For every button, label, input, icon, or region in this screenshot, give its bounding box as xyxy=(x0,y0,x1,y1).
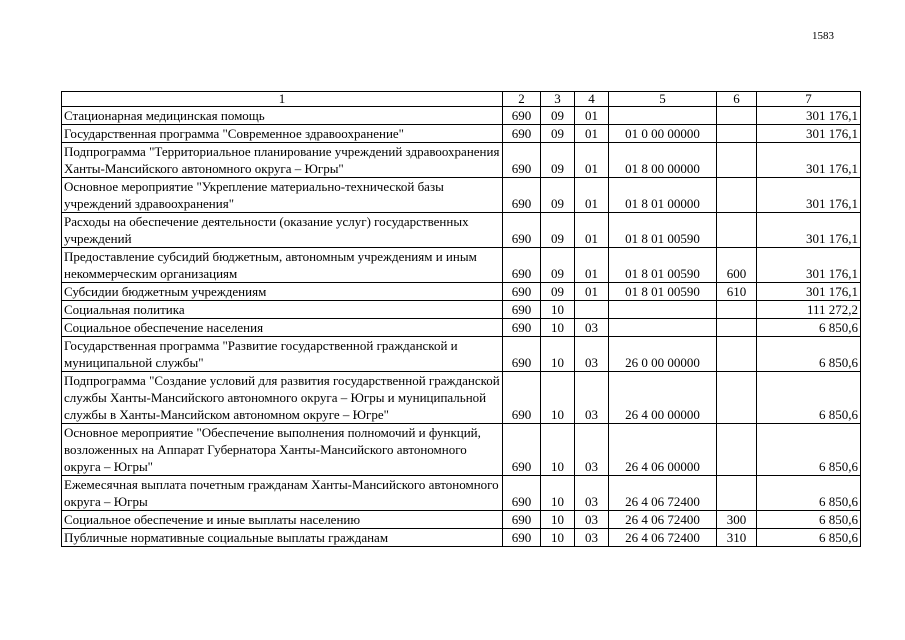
row-ministry-code: 690 xyxy=(503,143,541,178)
row-section-code: 10 xyxy=(541,319,575,337)
row-subsection-code: 01 xyxy=(575,107,609,125)
table-row xyxy=(62,319,861,337)
table-row xyxy=(62,337,861,372)
row-subsection-code: 01 xyxy=(575,213,609,248)
row-ministry-code: 690 xyxy=(503,107,541,125)
row-subsection-code: 01 xyxy=(575,178,609,213)
row-subsection-code: 03 xyxy=(575,337,609,372)
row-section-code: 10 xyxy=(541,337,575,372)
row-expense-type xyxy=(717,125,757,143)
row-subsection-code: 03 xyxy=(575,476,609,511)
row-expense-type xyxy=(717,301,757,319)
table-row xyxy=(62,283,861,301)
header-cell: 5 xyxy=(609,92,717,107)
row-target-article: 26 4 06 72400 xyxy=(609,476,717,511)
table-row xyxy=(62,248,861,283)
row-ministry-code: 690 xyxy=(503,213,541,248)
row-section-code: 09 xyxy=(541,178,575,213)
table-row xyxy=(62,107,861,125)
header-cell: 1 xyxy=(62,92,503,107)
row-expense-type xyxy=(717,107,757,125)
row-expense-type xyxy=(717,178,757,213)
row-amount: 6 850,6 xyxy=(757,511,861,529)
row-name: Государственная программа "Развитие государственной гражданской и муниципальной службы" xyxy=(62,337,503,372)
row-target-article: 26 4 06 72400 xyxy=(609,511,717,529)
row-section-code: 10 xyxy=(541,301,575,319)
row-name: Субсидии бюджетным учреждениям xyxy=(62,283,503,301)
row-target-article: 26 0 00 00000 xyxy=(609,337,717,372)
row-ministry-code: 690 xyxy=(503,529,541,547)
row-ministry-code: 690 xyxy=(503,301,541,319)
header-cell: 3 xyxy=(541,92,575,107)
row-name: Предоставление субсидий бюджетным, автономным учреждениям и иным некоммерческим организациям xyxy=(62,248,503,283)
row-target-article: 26 4 06 72400 xyxy=(609,529,717,547)
row-amount: 301 176,1 xyxy=(757,283,861,301)
row-target-article: 01 8 01 00000 xyxy=(609,178,717,213)
row-expense-type: 600 xyxy=(717,248,757,283)
row-subsection-code: 03 xyxy=(575,424,609,476)
row-name: Социальная политика xyxy=(62,301,503,319)
row-ministry-code: 690 xyxy=(503,424,541,476)
row-target-article xyxy=(609,107,717,125)
table-row xyxy=(62,213,861,248)
table-row xyxy=(62,511,861,529)
row-amount: 301 176,1 xyxy=(757,143,861,178)
row-name: Стационарная медицинская помощь xyxy=(62,107,503,125)
row-subsection-code: 01 xyxy=(575,143,609,178)
row-target-article: 01 8 01 00590 xyxy=(609,248,717,283)
row-expense-type: 300 xyxy=(717,511,757,529)
row-amount: 6 850,6 xyxy=(757,319,861,337)
row-section-code: 10 xyxy=(541,529,575,547)
header-cell: 4 xyxy=(575,92,609,107)
row-target-article xyxy=(609,319,717,337)
row-amount: 6 850,6 xyxy=(757,372,861,424)
row-ministry-code: 690 xyxy=(503,248,541,283)
row-name: Подпрограмма "Территориальное планирование учреждений здравоохранения Ханты-Мансийского автономного округа – Югры" xyxy=(62,143,503,178)
row-amount: 301 176,1 xyxy=(757,178,861,213)
row-subsection-code: 03 xyxy=(575,529,609,547)
row-ministry-code: 690 xyxy=(503,476,541,511)
header-cell: 7 xyxy=(757,92,861,107)
row-amount: 301 176,1 xyxy=(757,213,861,248)
table-header-row xyxy=(62,92,861,107)
row-subsection-code: 01 xyxy=(575,283,609,301)
row-expense-type xyxy=(717,337,757,372)
row-expense-type xyxy=(717,424,757,476)
table-row xyxy=(62,143,861,178)
row-target-article: 26 4 00 00000 xyxy=(609,372,717,424)
table-row xyxy=(62,529,861,547)
row-target-article: 26 4 06 00000 xyxy=(609,424,717,476)
row-subsection-code: 03 xyxy=(575,511,609,529)
row-subsection-code xyxy=(575,301,609,319)
page-number: 1583 xyxy=(812,30,834,42)
row-amount: 301 176,1 xyxy=(757,107,861,125)
row-target-article: 01 8 01 00590 xyxy=(609,283,717,301)
row-name: Основное мероприятие "Укрепление материально-технической базы учреждений здравоохранения" xyxy=(62,178,503,213)
row-name: Публичные нормативные социальные выплаты гражданам xyxy=(62,529,503,547)
header-cell: 6 xyxy=(717,92,757,107)
row-section-code: 09 xyxy=(541,213,575,248)
row-amount: 301 176,1 xyxy=(757,248,861,283)
row-subsection-code: 03 xyxy=(575,372,609,424)
budget-table xyxy=(61,91,861,547)
row-expense-type xyxy=(717,372,757,424)
row-section-code: 10 xyxy=(541,476,575,511)
row-ministry-code: 690 xyxy=(503,511,541,529)
row-expense-type: 610 xyxy=(717,283,757,301)
row-name: Государственная программа "Современное здравоохранение" xyxy=(62,125,503,143)
row-name: Социальное обеспечение и иные выплаты населению xyxy=(62,511,503,529)
row-amount: 6 850,6 xyxy=(757,424,861,476)
row-section-code: 09 xyxy=(541,107,575,125)
row-ministry-code: 690 xyxy=(503,372,541,424)
row-expense-type xyxy=(717,143,757,178)
row-section-code: 09 xyxy=(541,283,575,301)
row-target-article xyxy=(609,301,717,319)
row-name: Подпрограмма "Создание условий для развития государственной гражданской службы Ханты-Мансийского автономного округа – Югры и муниципальной службы в Ханты-Мансийском автономном округе – Югре" xyxy=(62,372,503,424)
row-name: Социальное обеспечение населения xyxy=(62,319,503,337)
row-target-article: 01 8 00 00000 xyxy=(609,143,717,178)
row-section-code: 09 xyxy=(541,143,575,178)
row-name: Ежемесячная выплата почетным гражданам Ханты-Мансийского автономного округа – Югры xyxy=(62,476,503,511)
row-name: Расходы на обеспечение деятельности (оказание услуг) государственных учреждений xyxy=(62,213,503,248)
row-ministry-code: 690 xyxy=(503,283,541,301)
row-section-code: 10 xyxy=(541,511,575,529)
row-ministry-code: 690 xyxy=(503,125,541,143)
row-amount: 6 850,6 xyxy=(757,476,861,511)
row-subsection-code: 01 xyxy=(575,248,609,283)
table-row xyxy=(62,372,861,424)
row-subsection-code: 03 xyxy=(575,319,609,337)
row-target-article: 01 8 01 00590 xyxy=(609,213,717,248)
row-section-code: 09 xyxy=(541,248,575,283)
table-row xyxy=(62,476,861,511)
table-row xyxy=(62,301,861,319)
row-ministry-code: 690 xyxy=(503,337,541,372)
row-section-code: 10 xyxy=(541,424,575,476)
row-ministry-code: 690 xyxy=(503,178,541,213)
row-ministry-code: 690 xyxy=(503,319,541,337)
row-amount: 6 850,6 xyxy=(757,337,861,372)
row-expense-type xyxy=(717,213,757,248)
table-row xyxy=(62,424,861,476)
table-row xyxy=(62,125,861,143)
row-target-article: 01 0 00 00000 xyxy=(609,125,717,143)
row-subsection-code: 01 xyxy=(575,125,609,143)
row-section-code: 09 xyxy=(541,125,575,143)
table-row xyxy=(62,178,861,213)
row-expense-type: 310 xyxy=(717,529,757,547)
row-amount: 301 176,1 xyxy=(757,125,861,143)
row-name: Основное мероприятие "Обеспечение выполнения полномочий и функций, возложенных на Аппарат Губернатора Ханты-Мансийского автономного округа – Югры" xyxy=(62,424,503,476)
row-expense-type xyxy=(717,476,757,511)
row-amount: 6 850,6 xyxy=(757,529,861,547)
header-cell: 2 xyxy=(503,92,541,107)
row-amount: 111 272,2 xyxy=(757,301,861,319)
row-expense-type xyxy=(717,319,757,337)
row-section-code: 10 xyxy=(541,372,575,424)
